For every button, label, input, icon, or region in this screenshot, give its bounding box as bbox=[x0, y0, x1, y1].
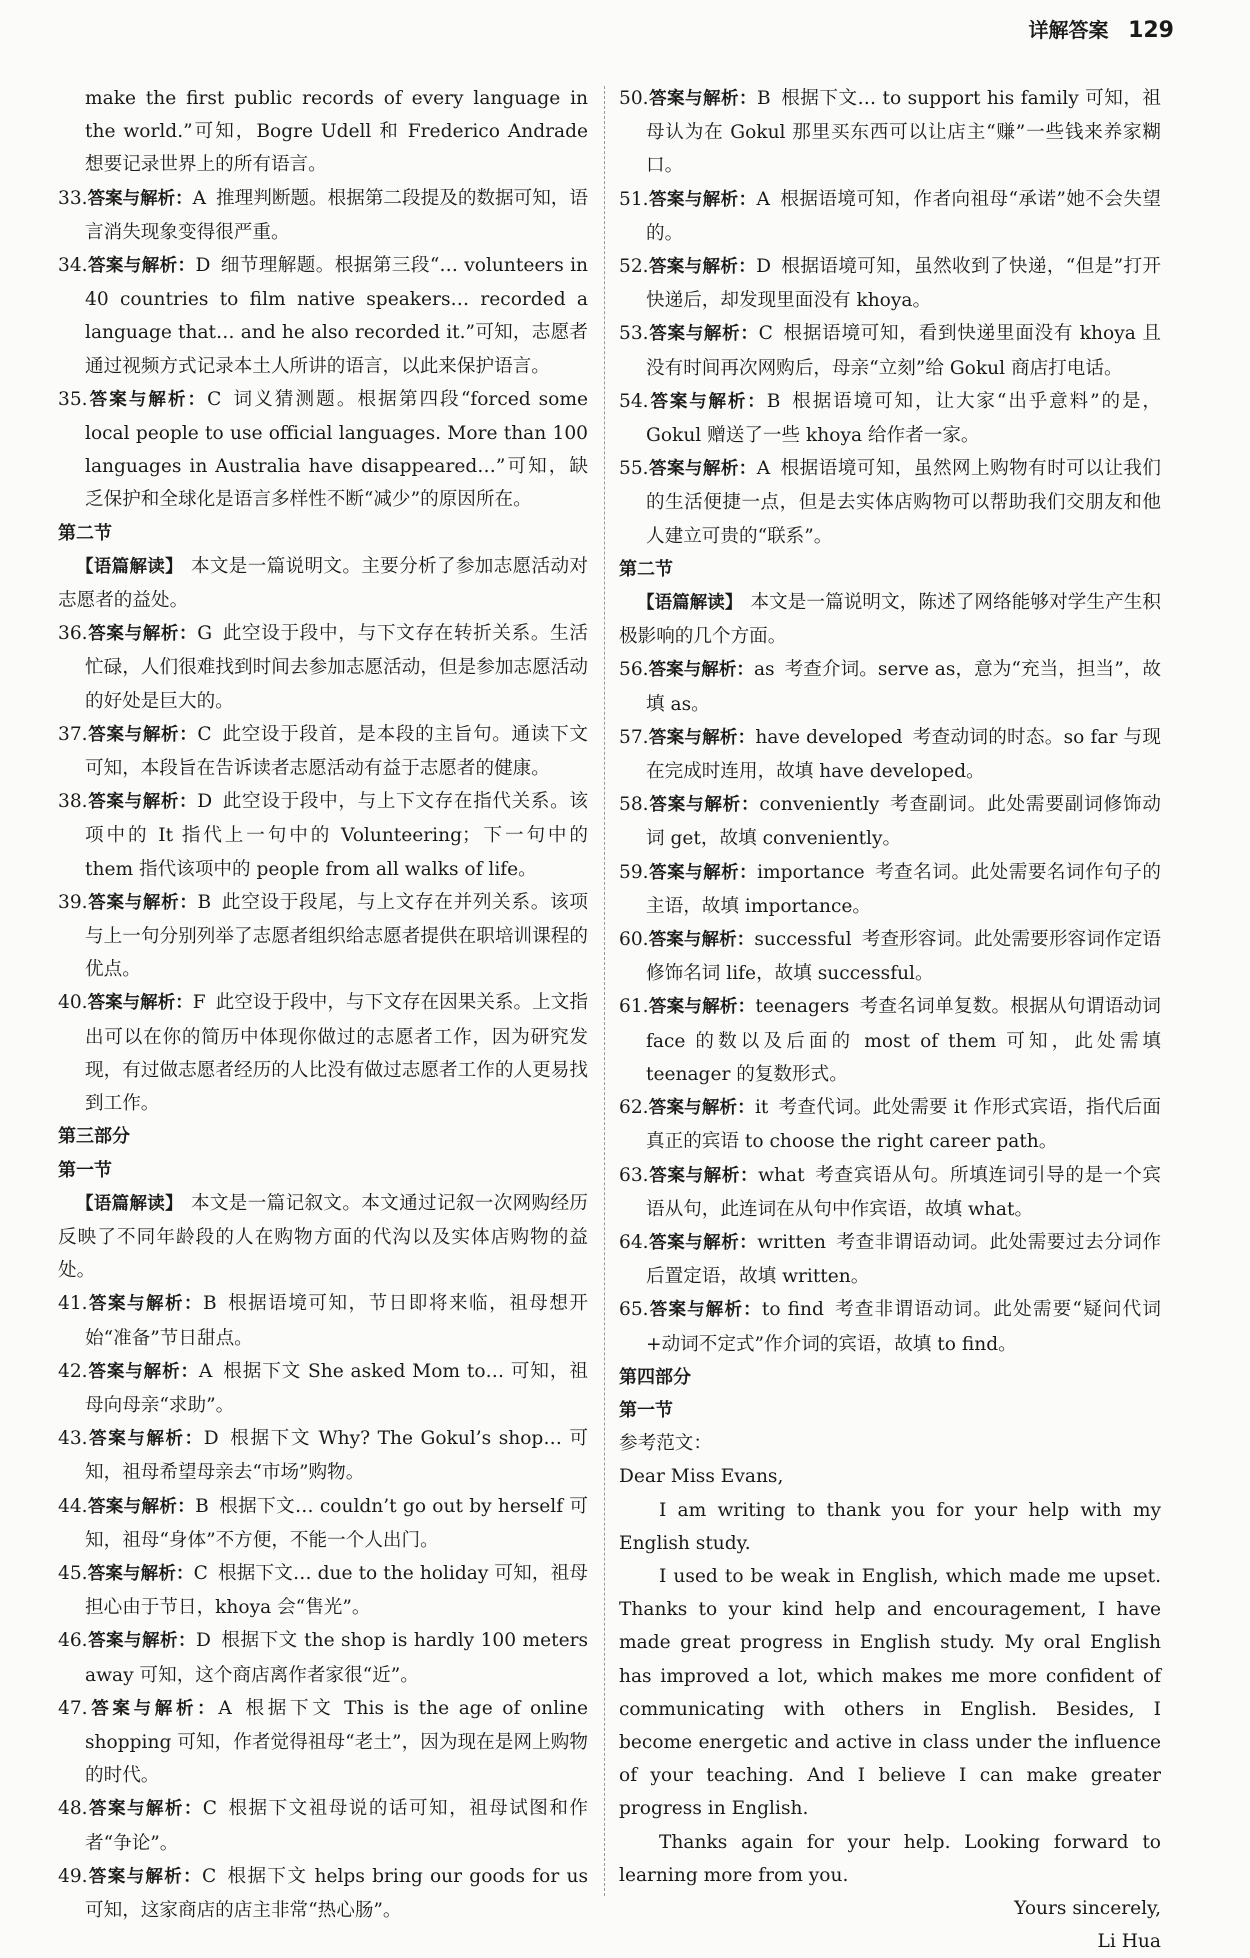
answer-item: 59.答案与解析：importance 考查名词。此处需要名词作句子的主语，故填 importance。 bbox=[619, 861, 1161, 917]
answer-group-right-2 bbox=[619, 653, 1161, 1360]
section-heading: 第二节 bbox=[619, 558, 673, 580]
answer-group-left-2 bbox=[58, 617, 588, 1120]
answer-item: 38.答案与解析：D 此空设于段中，与上下文存在指代关系。该项中的 It 指代上一句中的 Volunteering；下一句中的 them 指代该项中的 people from all walks of life。 bbox=[58, 791, 588, 880]
answer-item: 52.答案与解析：D 根据语境可知，虽然收到了快递，“但是”打开快递后，却发现里面没有 khoya。 bbox=[619, 256, 1162, 312]
answer-item: 33.答案与解析：A 推理判断题。根据第二段提及的数据可知，语言消失现象变得很严重。 bbox=[58, 187, 588, 243]
essay-closing: Yours sincerely, bbox=[1014, 1897, 1161, 1919]
answer-item: 36.答案与解析：G 此空设于段中，与下文存在转折关系。生活忙碌，人们很难找到时间去参加志愿活动，但是参加志愿活动的好处是巨大的。 bbox=[58, 623, 588, 712]
answer-item: 43.答案与解析：D 根据下文 Why? The Gokul’s shop… 可知，祖母希望母亲去“市场”购物。 bbox=[58, 1428, 589, 1484]
essay-signature: Li Hua bbox=[1097, 1931, 1161, 1953]
essay-paragraph: I used to be weak in English, which made me upset. Thanks to your kind help and encouragement, I have made great progress in English study. My oral English has improved a lot, which makes me more confident of communicating with others in English. Besides, I become energetic and active in class under the influence of your teaching. And I believe I can make greater progress in English. bbox=[619, 1565, 1161, 1820]
answer-item: 63.答案与解析：what 考查宾语从句。所填连词引导的是一个宾语从句，此连词在从句中作宾语，故填 what。 bbox=[619, 1164, 1161, 1220]
answer-item: 48.答案与解析：C 根据下文祖母说的话可知，祖母试图和作者“争论”。 bbox=[58, 1798, 588, 1854]
answer-item: 58.答案与解析：conveniently 考查副词。此处需要副词修饰动词 get，故填 conveniently。 bbox=[619, 794, 1161, 850]
answer-item: 42.答案与解析：A 根据下文 She asked Mom to… 可知，祖母向母亲“求助”。 bbox=[58, 1360, 588, 1416]
part-heading: 第四部分 bbox=[619, 1366, 691, 1388]
sample-essay bbox=[619, 1460, 1161, 1958]
section-heading: 第一节 bbox=[619, 1399, 673, 1421]
answer-item: 65.答案与解析：to find 考查非谓语动词。此处需要“疑问代词+动词不定式”作介词的宾语，故填 to find。 bbox=[619, 1299, 1162, 1355]
answer-item: 55.答案与解析：A 根据语境可知，虽然网上购物有时可以让我们的生活便捷一点，但是去实体店购物可以帮助我们交朋友和他人建立可贵的“联系”。 bbox=[619, 458, 1161, 547]
answer-group-right-1 bbox=[619, 82, 1161, 553]
essay-paragraph: Thanks again for your help. Looking forward to learning more from you. bbox=[619, 1831, 1161, 1886]
continuation-text: make the first public records of every language in the world.”可知，Bogre Udell 和 Frederico Andrade 想要记录世界上的所有语言。 bbox=[85, 88, 588, 176]
answer-item: 50.答案与解析：B 根据下文… to support his family 可知，祖母认为在 Gokul 那里买东西可以让店主“赚”一些钱来养家糊口。 bbox=[619, 88, 1162, 177]
answer-item: 34.答案与解析：D 细节理解题。根据第三段“… volunteers in 40 countries to film native speakers… recorded a language that… and he also recorded it.”可知，志愿者通过视频方式记录本土人所讲的语言，以此来保护语言。 bbox=[58, 255, 588, 377]
essay-greeting: Dear Miss Evans, bbox=[619, 1466, 784, 1488]
answer-item: 54.答案与解析：B 根据语境可知，让大家“出乎意料”的是，Gokul 赠送了一些 khoya 给作者一家。 bbox=[619, 390, 1162, 447]
answer-item: 39.答案与解析：B 此空设于段尾，与上文存在并列关系。该项与上一句分别列举了志愿者组织给志愿者提供在职培训课程的优点。 bbox=[58, 891, 588, 981]
page-number: 129 bbox=[1128, 18, 1174, 43]
part-heading: 第三部分 bbox=[58, 1126, 130, 1148]
answer-item: 37.答案与解析：C 此空设于段首，是本段的主旨句。通读下文可知，本段旨在告诉读者志愿活动有益于志愿者的健康。 bbox=[58, 723, 588, 780]
answer-group-left-3 bbox=[58, 1287, 588, 1927]
answer-group-left-1 bbox=[58, 182, 588, 517]
answer-item: 56.答案与解析：as 考查介词。serve as，意为“充当，担当”，故填 as。 bbox=[619, 659, 1161, 715]
essay-paragraph: I am writing to thank you for your help with my English study. bbox=[619, 1499, 1161, 1554]
answer-item: 53.答案与解析：C 根据语境可知，看到快递里面没有 khoya 且没有时间再次网购后，母亲“立刻”给 Gokul 商店打电话。 bbox=[619, 323, 1161, 379]
answer-item: 41.答案与解析：B 根据语境可知，节日即将来临，祖母想开始“准备”节日甜点。 bbox=[58, 1293, 588, 1349]
answer-item: 45.答案与解析：C 根据下文… due to the holiday 可知，祖母担心由于节日，khoya 会“售光”。 bbox=[58, 1562, 588, 1619]
answer-item: 46.答案与解析：D 根据下文 the shop is hardly 100 meters away 可知，这个商店离作者家很“近”。 bbox=[58, 1630, 589, 1686]
passage-intro: 【语篇解读】 本文是一篇说明文，陈述了网络能够对学生产生积极影响的几个方面。 bbox=[619, 592, 1161, 648]
header-label: 详解答案 bbox=[1028, 18, 1109, 42]
passage-intro: 【语篇解读】 本文是一篇记叙文。本文通过记叙一次网购经历反映了不同年龄段的人在购物方面的代沟以及实体店购物的益处。 bbox=[58, 1192, 588, 1282]
answer-item: 44.答案与解析：B 根据下文… couldn’t go out by herself 可知，祖母“身体”不方便，不能一个人出门。 bbox=[58, 1495, 588, 1551]
answer-item: 61.答案与解析：teenagers 考查名词单复数。根据从句谓语动词 face 的数以及后面的 most of them 可知，此处需填 teenager 的复数形式。 bbox=[619, 996, 1161, 1085]
answer-item: 64.答案与解析：written 考查非谓语动词。此处需要过去分词作后置定语，故填 written。 bbox=[619, 1231, 1161, 1288]
section-heading: 第二节 bbox=[58, 522, 112, 544]
answer-item: 35.答案与解析：C 词义猜测题。根据第四段“forced some local people to use official languages. More than 100 languages in Australia have disappeared…”可知，缺乏保护和全球化是语言多样性不断“减少”的原因所在。 bbox=[58, 388, 589, 511]
left-column bbox=[58, 82, 588, 1927]
page-header bbox=[1028, 14, 1174, 43]
answer-item: 47.答案与解析：A 根据下文 This is the age of online shopping 可知，作者觉得祖母“老土”，因为现在是网上购物的时代。 bbox=[58, 1697, 589, 1787]
passage-intro: 【语篇解读】 本文是一篇说明文。主要分析了参加志愿活动对志愿者的益处。 bbox=[58, 555, 588, 612]
answer-item: 60.答案与解析：successful 考查形容词。此处需要形容词作定语修饰名词 life，故填 successful。 bbox=[619, 929, 1161, 985]
right-column bbox=[619, 82, 1161, 1958]
answer-item: 40.答案与解析：F 此空设于段中，与下文存在因果关系。上文指出可以在你的简历中体现你做过的志愿者工作，因为研究发现，有过做志愿者经历的人比没有做过志愿者工作的人更易找到工作。 bbox=[58, 992, 588, 1115]
answer-item: 51.答案与解析：A 根据语境可知，作者向祖母“承诺”她不会失望的。 bbox=[619, 188, 1161, 244]
answer-item: 57.答案与解析：have developed 考查动词的时态。so far 与现在完成时连用，故填 have developed。 bbox=[619, 726, 1161, 783]
section-heading: 第一节 bbox=[58, 1159, 112, 1181]
answer-item: 62.答案与解析：it 考查代词。此处需要 it 作形式宾语，指代后面真正的宾语 to choose the right career path。 bbox=[619, 1097, 1161, 1153]
answer-item: 49.答案与解析：C 根据下文 helps bring our goods for us 可知，这家商店的店主非常“热心肠”。 bbox=[58, 1865, 589, 1921]
column-divider bbox=[604, 86, 605, 1896]
reference-label: 参考范文： bbox=[619, 1433, 712, 1455]
